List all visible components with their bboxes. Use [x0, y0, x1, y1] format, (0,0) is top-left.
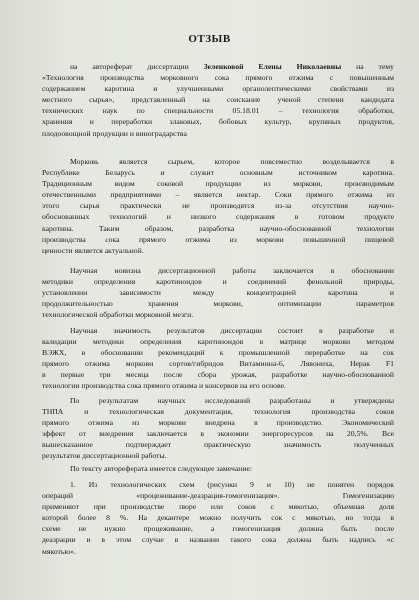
- text-line: прямого отжима моркови сортов/гибридов Витаминна-6, Лявониха, Нерак F1: [42, 359, 394, 369]
- text-line: По тексту автореферата имеется следующее замечание:: [70, 464, 253, 473]
- text-line: установлении зависимости между концентрацией каротина и: [42, 288, 394, 298]
- text-line: которой более 8 %. На декантере можно получить сок с мякотью, но тогда в: [42, 513, 394, 523]
- text-line: схеме не нужно процеживание, а гомогенизация должна быть после: [42, 524, 394, 534]
- text-line: ВЭЖХ, в обосновании рекомендаций к промышленной переработке на сок: [42, 348, 394, 358]
- intro-line: технических наук по специальности 05.18.01 – технология обработки,: [42, 106, 394, 116]
- text-line: операций «процеживание-деазрация-гомогенизация». Гомогенизацию: [42, 491, 394, 501]
- novelty-paragraph: [42, 265, 394, 320]
- text-line: ценности является актуальной.: [42, 245, 144, 255]
- text-line: прямого отжима из моркови внедрена в производство. Экономический: [42, 418, 394, 428]
- text-line: обоснованных технологий и низкого содержания в готовом продукте: [42, 212, 394, 222]
- text-line: Морковь является сырьем, которое повсеместно возделывается в: [70, 157, 394, 166]
- text-line: Традиционным видом соковой продукции из моркови, производимым: [42, 179, 394, 189]
- intro-line: на автореферат диссертации Зеленковой Елены Николаевны на тему: [70, 62, 394, 71]
- text-line: Республике Беларусь и служит основным источником каротина.: [42, 168, 394, 178]
- intro-line: «Технология производства морковного сока прямого отжима с повышенным: [42, 73, 394, 83]
- text-line: применяют при производстве пюре или соков с мякотью, объемная доля: [42, 502, 394, 512]
- text-line: результатов диссертационной работы.: [42, 451, 167, 461]
- text-line: мякотью».: [42, 546, 76, 556]
- text-line: каротина. Таким образом, разработка научно-обоснованной технологии: [42, 223, 394, 233]
- intro-line: хранения и переработки злаковых, бобовых культур, крупяных продуктов,: [42, 117, 394, 127]
- text-line: продолжительностью хранения моркови, оптимизации параметров: [42, 299, 394, 309]
- author-name: Зеленковой Елены Николаевны: [203, 62, 342, 71]
- results-paragraph: [42, 395, 394, 462]
- intro-paragraph: [42, 61, 394, 139]
- text-line: вышесказанное подтверждает практическую значимость полученных: [42, 440, 394, 450]
- text-line: ТНПА и технологическая документация, технология производства соков: [42, 407, 394, 417]
- document-title: ОТЗЫВ: [188, 33, 231, 45]
- intro-line: местного сырья», представленный на соискание ученой степени кандидата: [42, 95, 394, 105]
- remarks-heading: [42, 463, 394, 474]
- text-line: По результатам научных исследований разработаны и утверждены: [70, 396, 394, 405]
- text-line: методики определения каротиноидов и соединений фенольной природы,: [42, 277, 394, 287]
- text-line: Научная новизна диссертационной работы заключается в обосновании: [70, 266, 394, 275]
- text-line: технологии производства сока прямого отжима и консервов на его основе.: [42, 381, 286, 391]
- text-line: эффект от внедрения заключается в экономии энергоресурсов на 20,5%. Все: [42, 429, 394, 439]
- relevance-paragraph: [42, 156, 394, 256]
- text-line: производства сока прямого отжима из моркови повышенной пищевой: [42, 234, 394, 244]
- text-line: деазрации и в этом случае в названии такого сока должна быть надпись «с: [42, 535, 394, 545]
- text-line: в первые три месяца после сбора урожая, разработке научно-обоснованной: [42, 370, 394, 380]
- remark-item-1: [42, 479, 394, 557]
- significance-paragraph: [42, 325, 394, 392]
- text-line: Научная значимость результатов диссертации состоит в разработке и: [70, 326, 394, 335]
- text-line: технологической обработки морковной мезги.: [42, 310, 194, 320]
- intro-line: плодоовощной продукции и виноградарства: [42, 128, 187, 138]
- text-line: отечественными предприятиями – является нектар. Соки прямого отжима из: [42, 190, 394, 200]
- text-line: валидации методики определения каротиноидов в матрице моркови методом: [42, 337, 394, 347]
- text-line: 1. Из технологических схем (рисунки 9 и 10) не понятен порядок: [70, 480, 394, 489]
- text-line: этого сырья практически не производятся из-за отсутствия научно-: [42, 201, 394, 211]
- intro-line: содержанием каротина и улучшенными органолептическими свойствами из: [42, 84, 394, 94]
